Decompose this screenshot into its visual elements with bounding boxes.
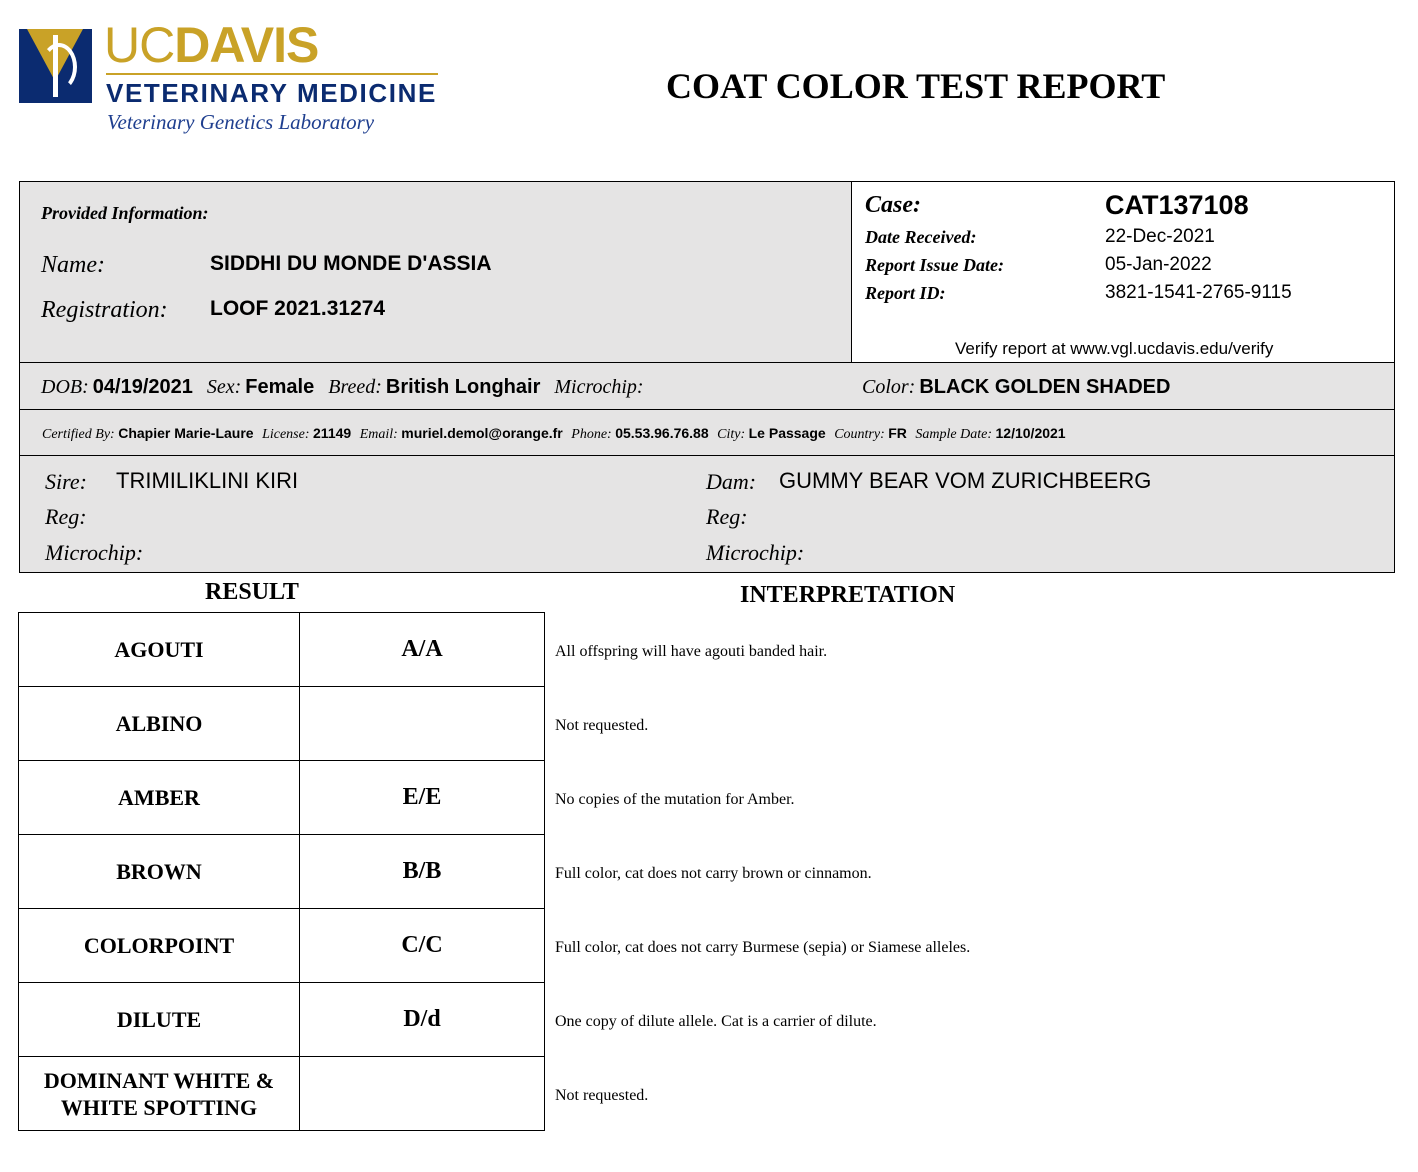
trait-cell: AGOUTI <box>19 613 300 687</box>
color-label: Color: <box>862 376 916 398</box>
dam-value: GUMMY BEAR VOM ZURICHBEERG <box>779 468 1152 493</box>
result-heading: RESULT <box>205 579 299 605</box>
interpretation-heading: INTERPRETATION <box>740 582 956 608</box>
city-value: Le Passage <box>748 425 826 441</box>
table-row <box>19 1057 545 1131</box>
genotype-cell: A/A <box>300 613 545 687</box>
interpretation-text: Full color, cat does not carry brown or cinnamon. <box>555 865 872 882</box>
date-received: 22-Dec-2021 <box>1105 226 1215 247</box>
trait-cell: COLORPOINT <box>19 909 300 983</box>
trait-line: DOMINANT WHITE & <box>43 1067 275 1093</box>
issue-date-label: Report Issue Date: <box>865 255 1004 275</box>
sex-value: Female <box>245 376 315 398</box>
report-title: COAT COLOR TEST REPORT <box>666 66 1166 106</box>
parents-row <box>19 455 1395 573</box>
certified-by-value: Chapier Marie-Laure <box>118 425 254 441</box>
table-row <box>19 835 545 909</box>
genotype-cell: D/d <box>300 983 545 1057</box>
phone-label: Phone: <box>571 427 612 442</box>
logo-wordmark <box>104 17 319 73</box>
dob-label: DOB: <box>41 376 89 398</box>
interpretation-text: Not requested. <box>555 1087 649 1104</box>
trait-cell: ALBINO <box>19 687 300 761</box>
table-row <box>19 983 545 1057</box>
logo-davis: DAVIS <box>174 17 319 73</box>
email-value: muriel.demol@orange.fr <box>401 425 563 441</box>
table-row <box>19 687 545 761</box>
table-row <box>19 909 545 983</box>
dob-value: 04/19/2021 <box>92 376 193 398</box>
table-row <box>19 613 545 687</box>
color-value: BLACK GOLDEN SHADED <box>919 376 1171 398</box>
trait-cell <box>19 1057 300 1131</box>
interpretation-text: No copies of the mutation for Amber. <box>555 791 795 808</box>
country-label: Country: <box>834 427 885 442</box>
genotype-cell <box>300 1057 545 1131</box>
sire-microchip-label: Microchip: <box>45 540 144 565</box>
genotype-cell: C/C <box>300 909 545 983</box>
sire-reg-label: Reg: <box>45 504 87 529</box>
sire-label: Sire: <box>45 469 87 494</box>
case-panel <box>851 181 1395 363</box>
logo-school: VETERINARY MEDICINE <box>106 78 437 108</box>
sample-date-value: 12/10/2021 <box>995 425 1066 441</box>
results-table <box>18 612 545 1131</box>
sex-label: Sex: <box>206 376 242 398</box>
license-label: License: <box>262 427 310 442</box>
registration-label: Registration: <box>41 297 168 323</box>
report-id-label: Report ID: <box>865 283 946 303</box>
dam-reg-label: Reg: <box>706 504 748 529</box>
phone-value: 05.53.96.76.88 <box>615 425 709 441</box>
interpretation-text: One copy of dilute allele. Cat is a carrier of dilute. <box>555 1013 877 1030</box>
country-value: FR <box>888 425 907 441</box>
trait-line: WHITE SPOTTING <box>60 1094 258 1120</box>
date-received-label: Date Received: <box>865 227 977 247</box>
dam-microchip-label: Microchip: <box>706 540 805 565</box>
city-label: City: <box>717 427 746 442</box>
sire-value: TRIMILIKLINI KIRI <box>116 468 299 493</box>
case-id: CAT137108 <box>1105 190 1249 220</box>
genotype-cell: E/E <box>300 761 545 835</box>
registration-value: LOOF 2021.31274 <box>210 297 386 320</box>
genotype-cell <box>300 687 545 761</box>
dam-label: Dam: <box>706 469 757 494</box>
trait-cell: BROWN <box>19 835 300 909</box>
interpretation-text: Not requested. <box>555 717 649 734</box>
logo-uc: UC <box>104 17 175 73</box>
provided-info-panel <box>19 181 852 363</box>
logo-divider <box>106 73 438 75</box>
certified-by-label: Certified By: <box>42 427 115 442</box>
interpretation-text: All offspring will have agouti banded hair. <box>555 643 828 660</box>
logo-lab: Veterinary Genetics Laboratory <box>107 110 375 134</box>
breed-value: British Longhair <box>385 376 541 398</box>
case-label: Case: <box>865 192 921 218</box>
microchip-label: Microchip: <box>554 376 644 398</box>
sample-date-label: Sample Date: <box>915 427 993 442</box>
animal-name: SIDDHI DU MONDE D'ASSIA <box>210 252 492 275</box>
license-value: 21149 <box>313 425 352 441</box>
issue-date: 05-Jan-2022 <box>1105 254 1212 275</box>
provided-heading: Provided Information: <box>41 203 209 223</box>
ucdavis-shield-logo <box>19 29 92 103</box>
animal-details-row <box>19 362 1395 410</box>
breed-label: Breed: <box>328 376 382 398</box>
report-id: 3821-1541-2765-9115 <box>1105 282 1292 303</box>
trait-cell: AMBER <box>19 761 300 835</box>
verify-link[interactable]: Verify report at www.vgl.ucdavis.edu/verify <box>955 339 1274 358</box>
email-label: Email: <box>359 427 398 442</box>
table-row <box>19 761 545 835</box>
interpretation-text: Full color, cat does not carry Burmese (sepia) or Siamese alleles. <box>555 939 971 956</box>
trait-cell: DILUTE <box>19 983 300 1057</box>
name-label: Name: <box>41 252 105 278</box>
certification-row <box>19 409 1395 456</box>
genotype-cell: B/B <box>300 835 545 909</box>
